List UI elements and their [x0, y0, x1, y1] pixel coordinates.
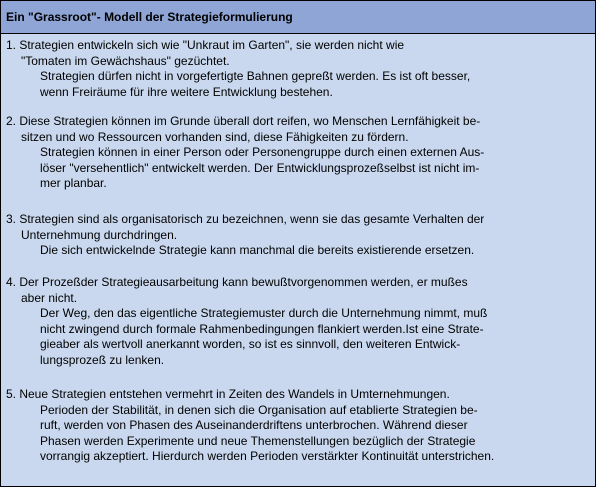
item-statement — [1, 212, 595, 243]
item-explanation — [1, 306, 595, 368]
item-explanation — [1, 243, 595, 259]
statement-line: 3. Strategien sind als organisatorisch zu bezeichnen, wenn sie das gesamte Verhalten der — [6, 212, 485, 226]
explanation-line: wenn Freiräume für ihre weitere Entwicklung bestehen. — [40, 84, 333, 99]
list-item-3 — [1, 212, 595, 259]
explanation-line: Perioden der Stabilität, in denen sich die Organisation auf etablierte Strategien be- — [40, 402, 478, 417]
item-statement — [1, 38, 595, 69]
explanation-line: löser "versehentlich" entwickelt werden. Der Entwicklungsprozeßselbst ist nicht im- — [40, 160, 480, 175]
item-explanation — [1, 145, 595, 192]
statement-line: 5. Neue Strategien entstehen vermehrt in Zeiten des Wandels in Umternehmungen. — [6, 387, 450, 401]
statement-line: 2. Diese Strategien können im Grunde überall dort reifen, wo Menschen Lernfähigkeit be- — [6, 114, 481, 128]
explanation-line: Strategien dürfen nicht in vorgefertigte Bahnen gepreßt werden. Es ist oft besser, — [40, 69, 471, 84]
explanation-line: Phasen werden Experimente und neue Themenstellungen bezüglich der Strategie — [40, 433, 476, 448]
explanation-line: vorrangig akzeptiert. Hierdurch werden Perioden verstärkter Kontinuität unterstrichen. — [40, 449, 495, 464]
slide-title: Ein "Grassroot"- Modell der Strategieformulierung — [6, 10, 293, 24]
title-bar — [1, 1, 595, 34]
item-statement — [1, 114, 595, 145]
statement-line: 4. Der Prozeßder Strategieausarbeitung kann bewußtvorgenommen werden, er mußes — [6, 275, 468, 289]
list-item-1 — [1, 38, 595, 100]
statement-line: Unternehmung durchdringen. — [21, 227, 178, 242]
explanation-line: lungsprozeß zu lenken. — [40, 352, 165, 367]
explanation-line: Die sich entwickelnde Strategie kann manchmal die bereits existierende ersetzen. — [40, 243, 475, 258]
list-item-4 — [1, 275, 595, 369]
content-area — [1, 34, 595, 486]
list-item-2 — [1, 114, 595, 192]
list-item-5 — [1, 387, 595, 465]
explanation-line: gieaber als wertvoll anerkannt worden, so ist es sinnvoll, den weiteren Entwick- — [40, 337, 461, 352]
explanation-line: Der Weg, den das eigentliche Strategiemuster durch die Unternehmung nimmt, muß — [40, 306, 488, 321]
statement-line: sitzen und wo Ressourcen vorhanden sind, diese Fähigkeiten zu fördern. — [21, 129, 409, 144]
statement-line: aber nicht. — [21, 290, 78, 305]
statement-line: 1. Strategien entwickeln sich wie "Unkraut im Garten", sie werden nicht wie — [6, 38, 405, 52]
item-explanation — [1, 69, 595, 100]
statement-line: "Tomaten im Gewächshaus" gezüchtet. — [21, 53, 230, 68]
item-statement — [1, 387, 595, 403]
explanation-line: mer planbar. — [40, 176, 107, 191]
explanation-line: ruft, werden von Phasen des Auseinanderdriftens unterbrochen. Während dieser — [40, 418, 468, 433]
explanation-line: Strategien können in einer Person oder Personengruppe durch einen externen Aus- — [40, 145, 485, 160]
item-statement — [1, 275, 595, 306]
explanation-line: nicht zwingend durch formale Rahmenbedingungen flankiert werden.Ist eine Strate- — [40, 321, 484, 336]
item-explanation — [1, 403, 595, 465]
